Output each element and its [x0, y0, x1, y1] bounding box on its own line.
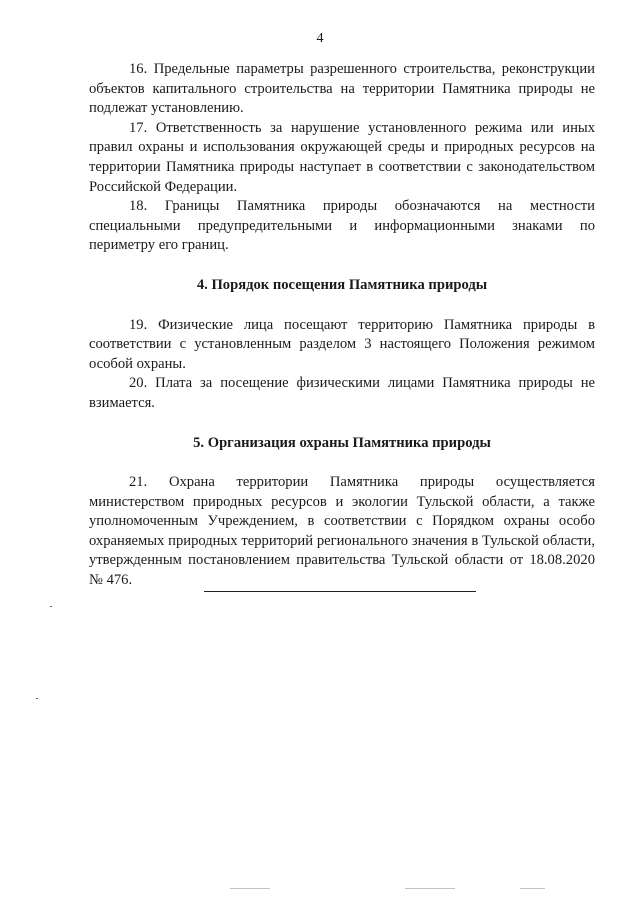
paragraph-17: 17. Ответственность за нарушение установленного режима или иных правил охраны и использования окружающей среды и природных ресурсов на территории Памятника природы наступает в соответствии с законодательством Российской Федерации.	[89, 119, 595, 195]
paragraph-21: 21. Охрана территории Памятника природы осуществляется министерством природных ресурсов и экологии Тульской области, а также уполномоченным Учреждением, в соответствии с Порядком охраны особо охраняемых природных территорий регионального значения в Тульской области, утвержденным постановлением правительства Тульской области от 18.08.2020 № 476.	[89, 474, 595, 589]
closing-rule	[204, 591, 476, 592]
scan-speck	[50, 606, 52, 607]
section-5-heading: 5. Организация охраны Памятника природы	[193, 434, 491, 451]
paragraph-19: 19. Физические лица посещают территорию Памятника природы в соответствии с установленным разделом 3 настоящего Положения режимом особой охраны.	[89, 316, 595, 372]
page-number: 4	[316, 31, 324, 46]
section-4-heading: 4. Порядок посещения Памятника природы	[196, 276, 488, 293]
scan-speck	[405, 888, 455, 889]
paragraph-18: 18. Границы Памятника природы обозначаются на местности специальными предупредительными и информационными знаками по периметру его границ.	[89, 198, 595, 254]
scan-speck	[36, 698, 38, 699]
document-body	[89, 60, 595, 591]
paragraph-20: 20. Плата за посещение физическими лицами Памятника природы не взимается.	[89, 375, 595, 411]
scan-speck	[520, 888, 545, 889]
paragraph-16: 16. Предельные параметры разрешенного строительства, реконструкции объектов капитального строительства на территории Памятника природы не подлежат установлению.	[89, 61, 595, 117]
scan-speck	[230, 888, 270, 889]
